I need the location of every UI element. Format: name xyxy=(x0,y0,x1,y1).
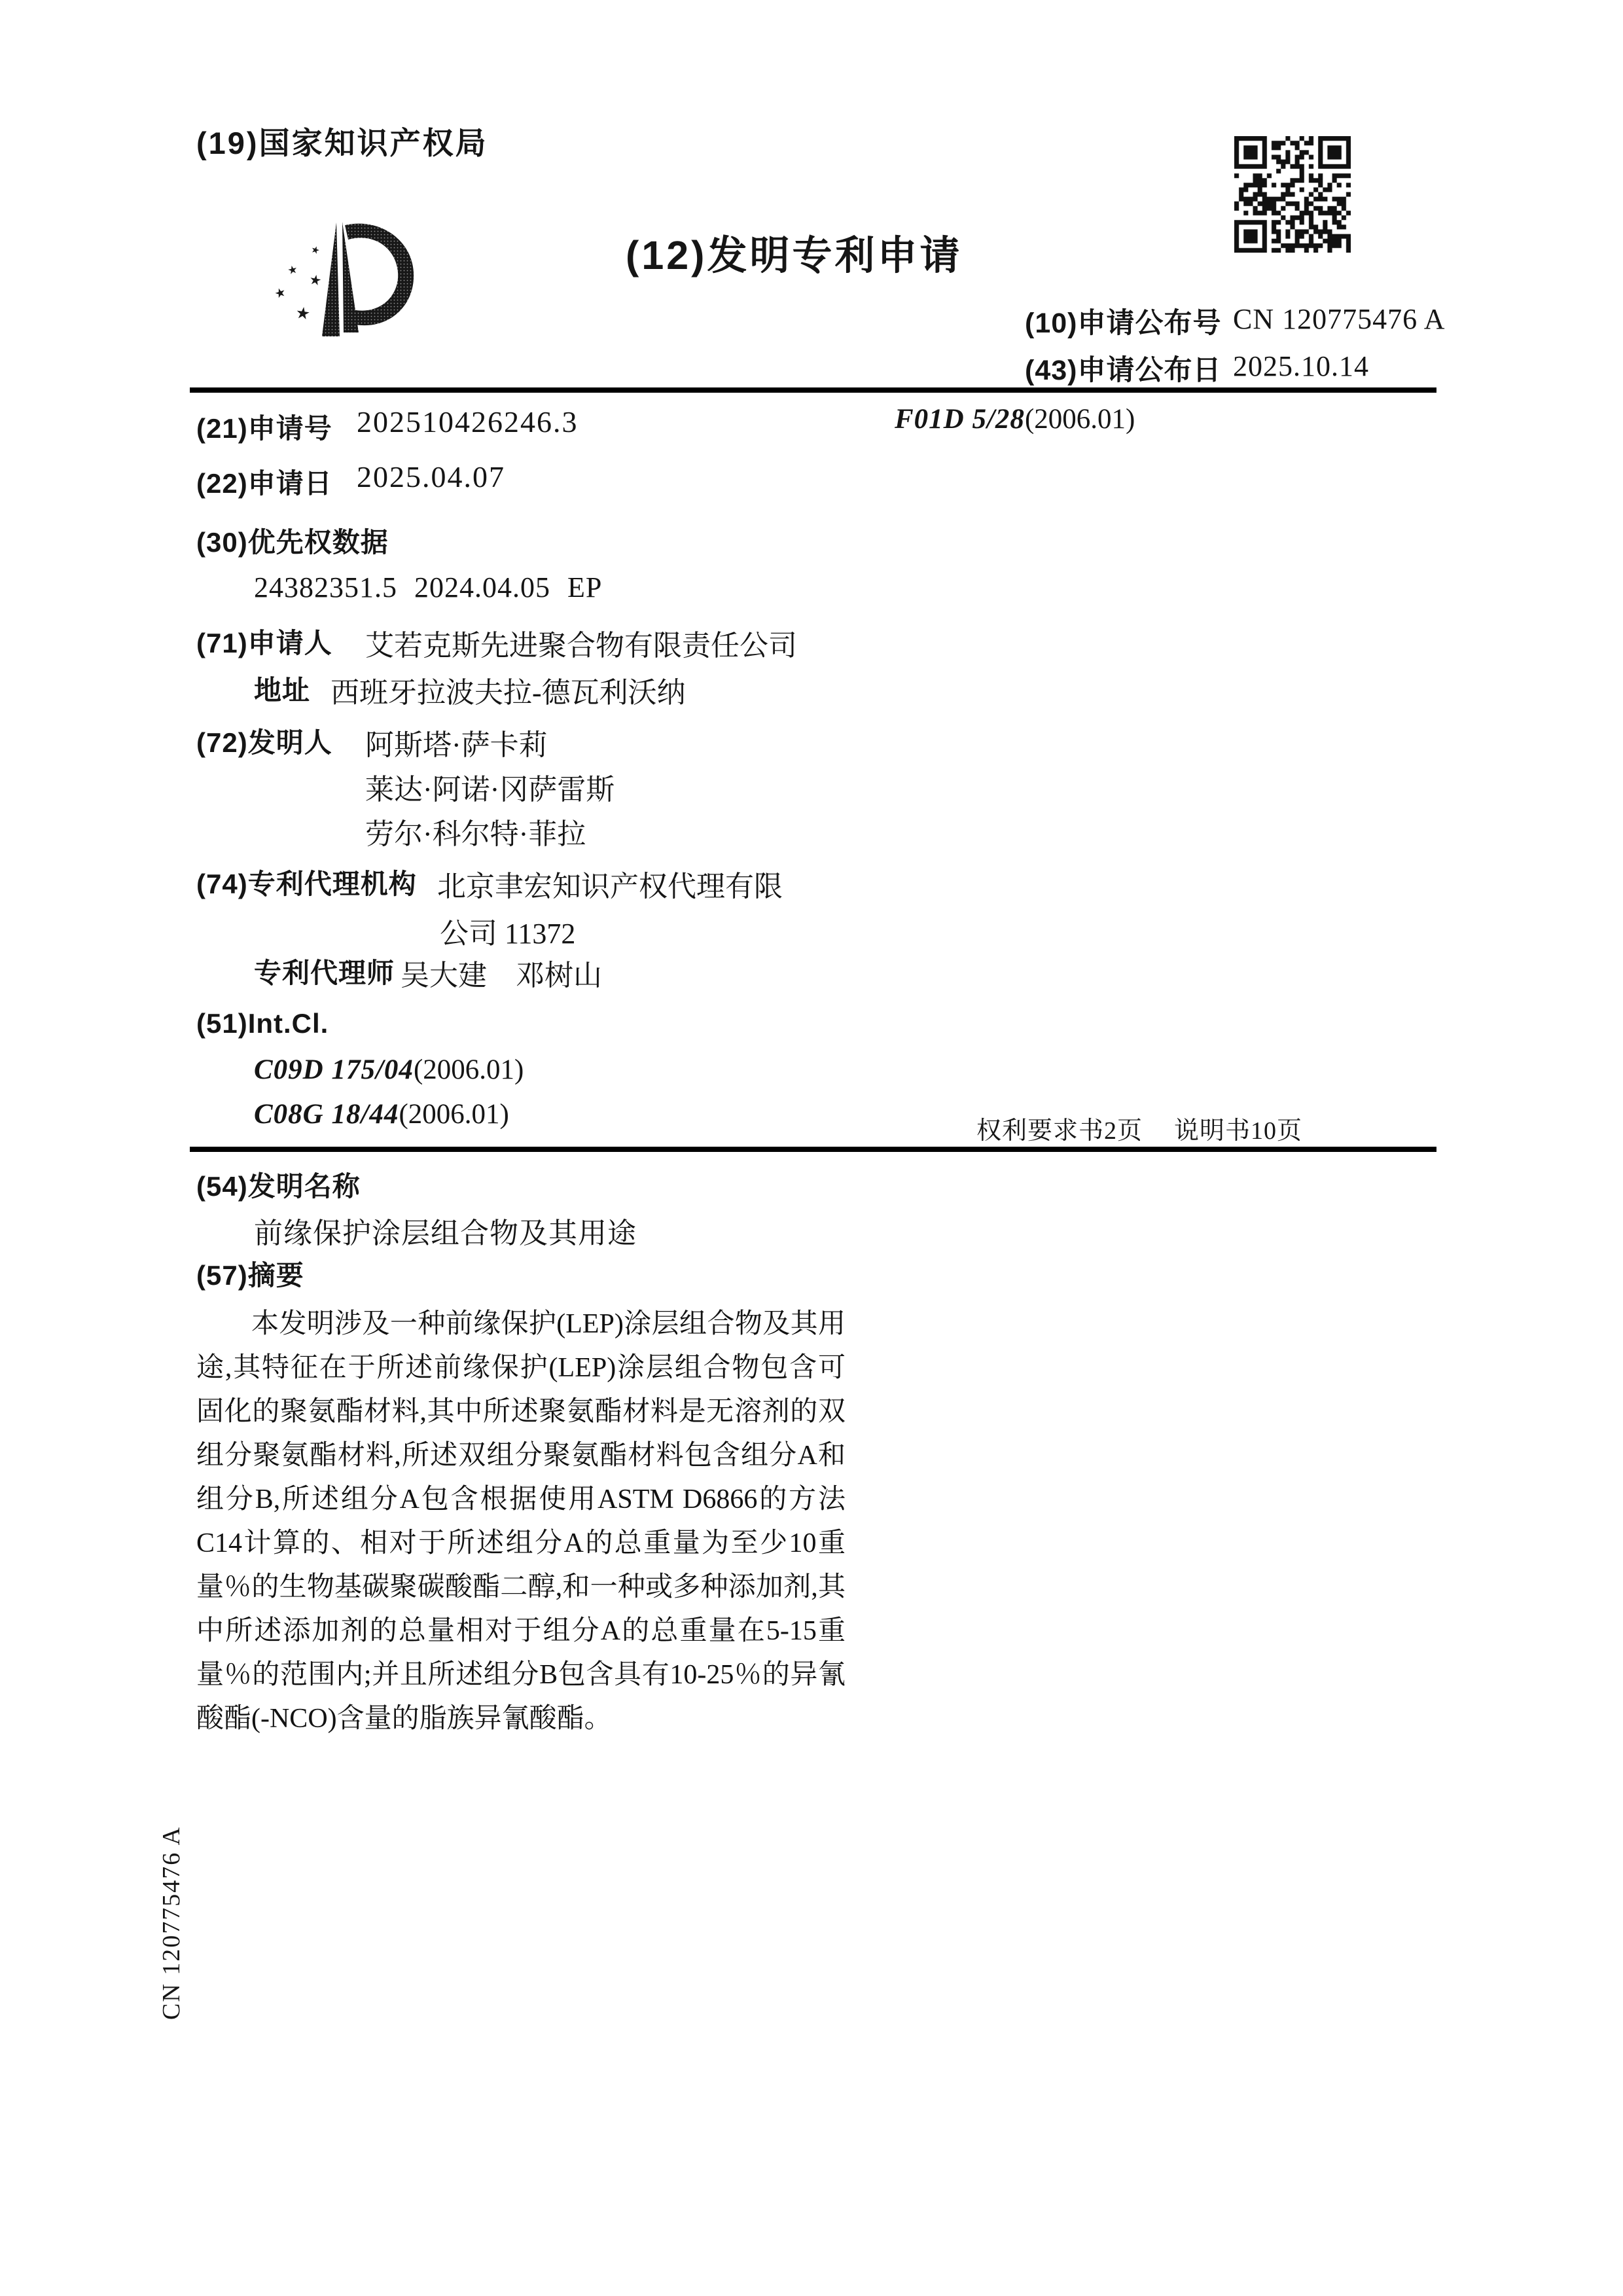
pub-date-label: (43)申请公布日 xyxy=(1025,355,1222,386)
page-counts xyxy=(976,1110,1302,1146)
filing-date-label: (22)申请日 xyxy=(196,468,332,499)
inventor-name: 阿斯塔·萨卡莉 xyxy=(365,729,548,761)
invention-title-label: (54)发明名称 xyxy=(196,1171,361,1202)
office-heading: (19)国家知识产权局 xyxy=(196,126,488,160)
abstract-text: 本发明涉及一种前缘保护(LEP)涂层组合物及其用途,其特征在于所述前缘保护(LEP)涂层组合物包含可固化的聚氨酯材料,其中所述聚氨酯材料是无溶剂的双组分聚氨酯材料,所述双组分聚氨酯材料包含组分A和组分B,所述组分A包含根据使用ASTM D6866的方法C14计算的、相对于所述组分A的总重量为至少10重量％的生物基碳聚碳酸酯二醇,和一种或多种添加剂,其中所述添加剂的总量相对于组分A的总重量在5-15重量％的范围内;并且所述组分B包含具有10-25％的异氰酸酯(-NCO)含量的脂族异氰酸酯。 xyxy=(196,1309,846,1734)
ipc-main-year: (2006.01) xyxy=(1024,404,1135,435)
inventor-name: 莱达·阿诺·冈萨雷斯 xyxy=(365,774,615,806)
agency-label: (74)专利代理机构 xyxy=(196,869,417,899)
svg-text:★: ★ xyxy=(286,262,299,278)
application-number-label: (21)申请号 xyxy=(196,413,332,444)
svg-text:★: ★ xyxy=(308,271,323,289)
agent-names: 吴大建 邓树山 xyxy=(401,960,602,992)
address-label: 地址 xyxy=(254,675,311,706)
qr-code xyxy=(1234,136,1351,253)
doc-type-title: (12)发明专利申请 xyxy=(626,233,963,278)
description-page-count: 说明书10页 xyxy=(1174,1117,1303,1145)
invention-title: 前缘保护涂层组合物及其用途 xyxy=(254,1217,637,1249)
pub-date-value: 2025.10.14 xyxy=(1233,350,1369,382)
ipc-entry-year: (2006.01) xyxy=(399,1099,509,1130)
agency-name-line1: 北京聿宏知识产权代理有限 xyxy=(437,870,783,903)
int-cl-label: (51)Int.Cl. xyxy=(196,1008,329,1039)
pub-number-value: CN 120775476 A xyxy=(1233,303,1446,335)
application-number-value: 202510426246.3 xyxy=(357,405,579,439)
address-value: 西班牙拉波夫拉-德瓦利沃纳 xyxy=(330,677,686,709)
inventor-name: 劳尔·科尔特·菲拉 xyxy=(365,818,586,850)
agent-label: 专利代理师 xyxy=(254,958,395,988)
logo-stars xyxy=(273,243,323,323)
svg-text:★: ★ xyxy=(309,243,322,257)
header-divider xyxy=(190,387,1436,393)
section-divider xyxy=(190,1147,1436,1152)
inventors-label: (72)发明人 xyxy=(196,727,332,758)
priority-data-label: (30)优先权数据 xyxy=(196,527,389,558)
filing-date-value: 2025.04.07 xyxy=(357,460,505,493)
agency-name-line2: 公司 11372 xyxy=(440,918,576,950)
cnipa-logo-icon xyxy=(272,220,425,348)
applicant-label: (71)申请人 xyxy=(196,628,332,658)
ipc-main-code: F01D 5/28 xyxy=(895,404,1025,435)
priority-data-value: 24382351.5 2024.04.05 EP xyxy=(254,571,603,603)
svg-text:★: ★ xyxy=(272,284,288,302)
pub-number-label: (10)申请公布号 xyxy=(1025,308,1222,339)
ipc-entry xyxy=(254,1054,524,1086)
claims-page-count: 权利要求书2页 xyxy=(976,1117,1143,1145)
ipc-entry xyxy=(254,1098,509,1130)
ipc-entry-year: (2006.01) xyxy=(413,1054,524,1085)
abstract-label: (57)摘要 xyxy=(196,1260,304,1291)
ipc-main-classification xyxy=(895,403,1135,435)
side-publication-number: CN 120775476 A xyxy=(158,1825,185,2020)
ipc-entry-code: C09D 175/04 xyxy=(254,1054,414,1085)
logo-monument xyxy=(322,222,414,336)
ipc-entry-code: C08G 18/44 xyxy=(254,1099,399,1130)
applicant-name: 艾若克斯先进聚合物有限责任公司 xyxy=(365,630,797,662)
svg-text:★: ★ xyxy=(294,302,312,324)
